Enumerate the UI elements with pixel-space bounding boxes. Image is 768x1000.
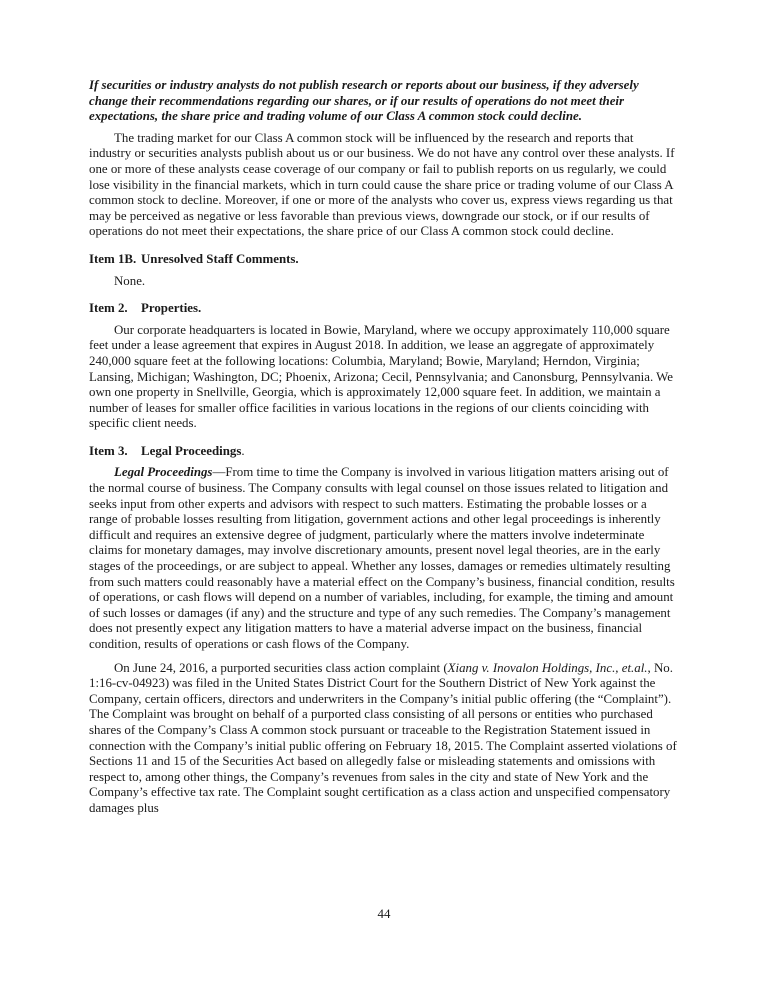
- risk-factor-body: The trading market for our Class A common stock will be influenced by the research and reports that industry or securities analysts publish about us or our business. We do not have any control over these analysts. If one or more of these analysts cease coverage of our company or fail to publish reports on us regularly, we could lose visibility in the financial markets, which in turn could cause the share price or trading volume of our Class A common stock to decline. Moreover, if one or more of the analysts who cover us, express views regarding us that may be perceived as negative or less favorable than previous views, downgrade our stock, or if our results of operations do not meet their expectations, the share price of our Class A common stock could decline.: [89, 130, 675, 239]
- item-2-heading: [89, 301, 677, 317]
- item-3-number: Item 3.: [89, 443, 128, 458]
- class-action-rest: , No. 1:16-cv-04923) was filed in the United States District Court for the Southern District of New York against the Company, certain officers, directors and underwriters in the Company’s initial public offering (the “Complaint”). The Complaint was brought on behalf of a purported class consisting of all persons or entities who purchased shares of the Company’s Class A common stock pursuant or traceable to the Registration Statement issued in connection with the Company’s initial public offering on February 18, 2015. The Complaint asserted violations of Sections 11 and 15 of the Securities Act based on allegedly false or misleading statements and omissions with respect to, among other things, the Company’s revenues from sales in the city and state of New York and the Company’s effective tax rate. The Complaint sought certification as a class action and unspecified compensatory damages plus: [89, 660, 677, 815]
- class-action-paragraph: [89, 661, 677, 817]
- item-2-title: Properties.: [141, 301, 202, 316]
- item-1b-heading: [89, 252, 677, 268]
- risk-factor-heading: If securities or industry analysts do not publish research or reports about our business, if they adversely change their recommendations regarding our shares, or if our results of operations do not meet their expectations, the share price and trading volume of our Class A common stock could decline.: [89, 78, 639, 124]
- legal-proceedings-paragraph: [89, 465, 677, 652]
- case-name: Xiang v. Inovalon Holdings, Inc., et.al.: [447, 660, 648, 675]
- item-3-title-suffix: .: [241, 443, 245, 458]
- legal-proceedings-text: —From time to time the Company is involved in various litigation matters arising out of the normal course of business. The Company consults with legal counsel on those issues related to litigation and seeks input from other experts and advisors with respect to such matters. Estimating the probable losses or a range of probable losses resulting from litigation, government actions and other legal proceedings is inherently difficult and requires an extensive degree of judgment, particularly where the matters involve indeterminate claims for monetary damages, may involve discretionary amounts, present novel legal theories, are in the early stages of the proceedings, or are subject to appeal. Whether any losses, damages or remedies ultimately resulting from such matters could reasonably have a material effect on the Company’s business, financial condition, results of operations, or cash flows will depend on a number of variables, including, for example, the timing and amount of such losses or damages (if any) and the structure and type of any such remedies. The Company’s management does not presently expect any litigation matters to have a material adverse impact on the business, financial condition, results of operations or cash flows of the Company.: [89, 465, 675, 651]
- item-2-body: Our corporate headquarters is located in Bowie, Maryland, where we occupy approximately 110,000 square feet under a lease agreement that expires in August 2018. In addition, we lease an aggregate of approximately 240,000 square feet at the following locations: Columbia, Maryland; Bowie, Maryland; Herndon, Virginia; Lansing, Michigan; Washington, DC; Phoenix, Arizona; Cecil, Pennsylvania; and Canonsburg, Pennsylvania. We own one property in Snellville, Georgia, which is approximately 12,000 square feet. In addition, we maintain a number of leases for smaller office facilities in various locations in the regions of our clients coinciding with specific client needs.: [89, 322, 674, 431]
- page-number: 44: [377, 907, 391, 921]
- class-action-start: On June 24, 2016, a purported securities class action complaint (: [114, 660, 448, 675]
- document-page: [89, 78, 677, 817]
- item-3-title: Legal Proceedings: [141, 443, 242, 458]
- item-1b-title: Unresolved Staff Comments.: [141, 251, 299, 266]
- item-2-number: Item 2.: [89, 301, 128, 316]
- item-3-heading: [89, 444, 677, 460]
- item-1b-body: None.: [114, 273, 146, 288]
- legal-proceedings-lead: Legal Proceedings: [114, 465, 213, 480]
- item-1b-number: Item 1B.: [89, 251, 137, 266]
